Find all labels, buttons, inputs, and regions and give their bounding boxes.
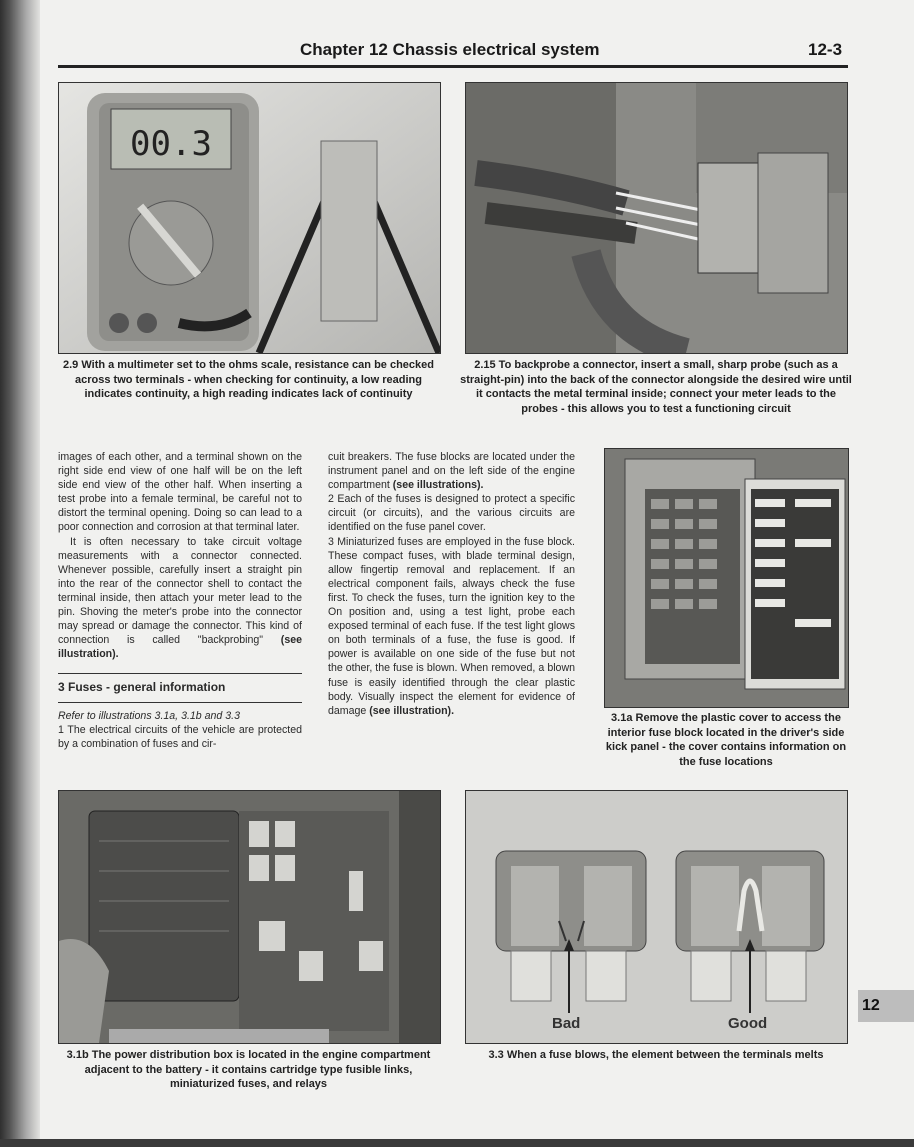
col2-paragraph-2: 2 Each of the fuses is designed to protect a specific circuit (or circuits), and the various circuits are identified on the fuse panel cover. (328, 493, 575, 534)
label-bad: Bad (552, 1015, 581, 1032)
page-binding-shadow (0, 0, 40, 1147)
header-rule (58, 65, 848, 68)
page-number: 12-3 (808, 40, 843, 59)
caption-fig-3-1b: 3.1b The power distribution box is located in the engine compartment adjacent to the battery - it contains cartridge type fusible links, miniaturized fuses, and relays (66, 1049, 431, 1090)
chapter-side-tab: 12 (858, 990, 914, 1022)
col1-p2-illustration-ref: (see illustration). (58, 634, 302, 661)
multimeter-photo (58, 82, 441, 354)
power-distribution-box-photo (58, 790, 441, 1044)
label-good: Good (728, 1015, 768, 1032)
text-column-2 (328, 450, 575, 718)
text-column-1 (58, 450, 302, 751)
caption-fig-3-3: 3.3 When a fuse blows, the element between the terminals melts (488, 1049, 824, 1061)
col1-paragraph-2: It is often necessary to take circuit voltage measurements with a connector connected. Whenever possible, carefully insert a straight pin into the rear of the connector shell to contact the terminal inside, then attach your meter lead to the pin. Shoving the meter's probe into the connector may spread or damage the connector. This kind of connection is called "backprobing" (see illustration). (58, 535, 302, 661)
section-rule-top (58, 673, 302, 674)
interior-fuse-block-photo (604, 448, 849, 708)
col2-p3-illustration-ref: (see illustration). (369, 704, 455, 717)
caption-fig-2-15: 2.15 To backprobe a connector, insert a small, sharp probe (such as a straight-pin) into the back of the connector alongside the desired wire until it contacts the metal terminal inside; connect your meter leads to the probes - this allows you to test a functioning circuit (460, 359, 852, 415)
multimeter-display: 00.3 (130, 124, 212, 164)
col2-paragraph-1: cuit breakers. The fuse blocks are located under the instrument panel and on the left side of the engine compartment (see illustrations). (328, 451, 575, 492)
illustration-reference: Refer to illustrations 3.1a, 3.1b and 3.3 (58, 709, 240, 722)
bottom-edge-shadow (0, 1139, 914, 1147)
backprobe-photo (465, 82, 848, 354)
caption-fig-3-1a: 3.1a Remove the plastic cover to access the interior fuse block located in the driver's side kick panel - the cover contains information on the fuse locations (605, 712, 847, 768)
chapter-title: Chapter 12 Chassis electrical system (300, 40, 600, 59)
col1-paragraph-3: 1 The electrical circuits of the vehicle are protected by a combination of fuses and cir- (58, 723, 302, 750)
section-heading-fuses: 3 Fuses - general information (58, 680, 226, 695)
caption-fig-2-9: 2.9 With a multimeter set to the ohms scale, resistance can be checked across two terminals - when checking for continuity, a low reading indicates continuity, a high reading indicates lack of continuity (63, 359, 434, 400)
col1-paragraph-1: images of each other, and a terminal shown on the right side end view of one half will be on the left side end view of the other half. When inserting a test probe into a female terminal, be careful not to distort the terminal opening. Doing so can lead to a poor connection and corrosion at that terminal later. (58, 451, 302, 534)
section-rule-bottom (58, 702, 302, 703)
col2-p1-illustration-ref: (see illustrations). (392, 479, 484, 492)
blown-fuse-comparison-photo (465, 790, 848, 1044)
col2-paragraph-3: 3 Miniaturized fuses are employed in the fuse block. These compact fuses, with blade terminal design, allow fingertip removal and replacement. If an electrical component fails, always check the fuse first. To check the fuses, turn the ignition key to the On position and, using a test light, probe each exposed terminal of each fuse. If the test light glows on both terminals of a fuse, the fuse is good. If power is available on one side of the fuse but not the other, the fuse is blown. When removed, a blown fuse is easily identified through the clear plastic body. Visually inspect the element for evidence of damage (see illustration). (328, 535, 575, 717)
